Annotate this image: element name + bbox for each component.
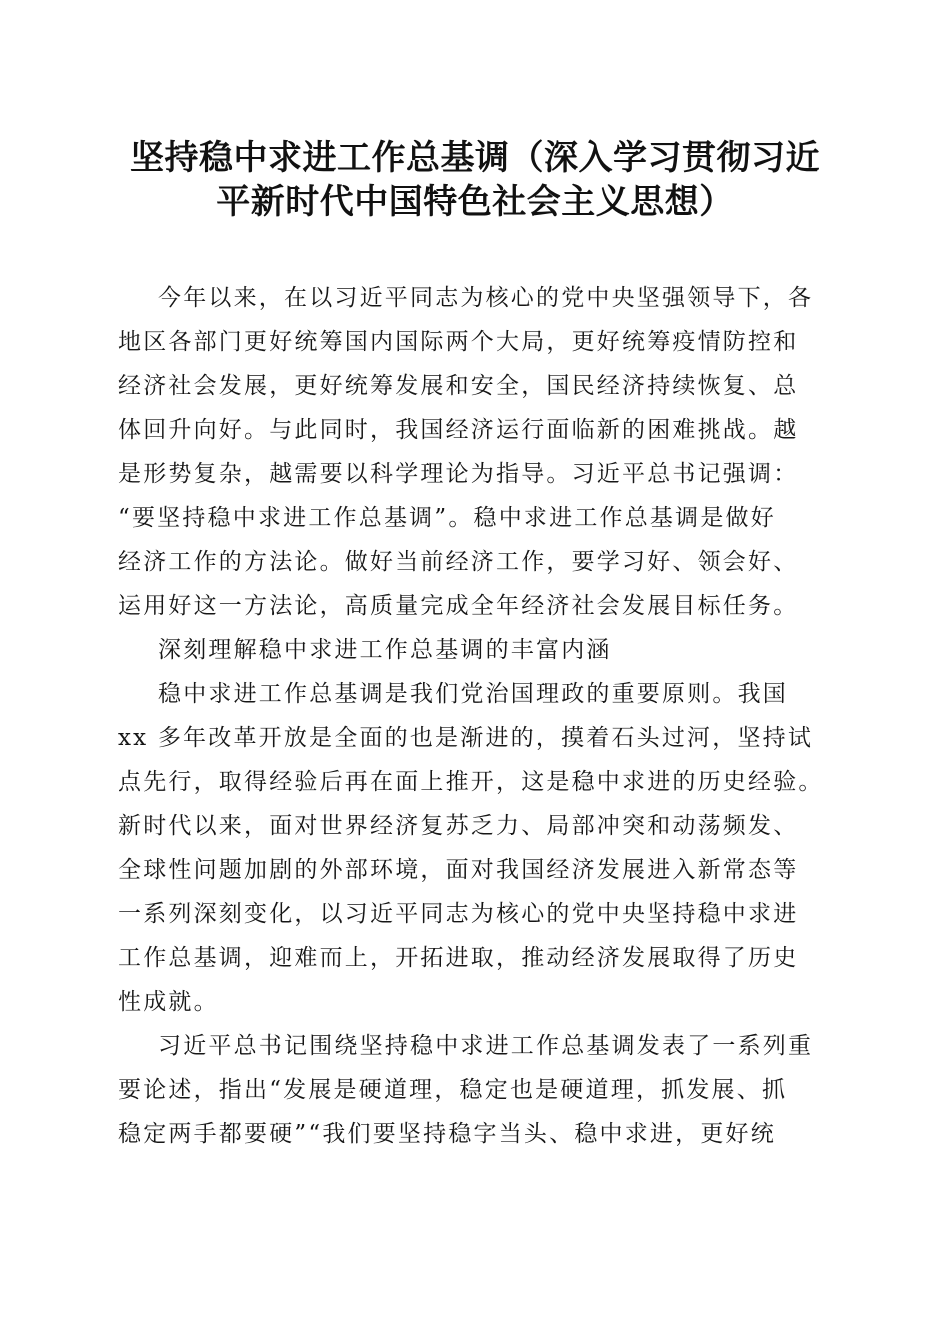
paragraph-line: 稳定两手都要硬”“我们要坚持稳字当头、稳中求进，更好统 bbox=[118, 1121, 776, 1147]
paragraph-line: 是形势复杂，越需要以科学理论为指导。习近平总书记强调： bbox=[118, 461, 799, 487]
document-body bbox=[118, 276, 838, 1156]
paragraph-line: 性成就。 bbox=[118, 989, 219, 1015]
paragraph-line: 稳中求进工作总基调是我们党治国理政的重要原则。我国 bbox=[158, 681, 788, 707]
paragraph-line: 习近平总书记围绕坚持稳中求进工作总基调发表了一系列重 bbox=[158, 1033, 814, 1059]
paragraph-line: 今年以来，在以习近平同志为核心的党中央坚强领导下，各 bbox=[158, 285, 814, 311]
paragraph-line: 一系列深刻变化，以习近平同志为核心的党中央坚持稳中求进 bbox=[118, 901, 799, 927]
paragraph-line: 新时代以来，面对世界经济复苏乏力、局部冲突和动荡频发、 bbox=[118, 813, 799, 839]
paragraph-line: 工作总基调，迎难而上，开拓进取，推动经济发展取得了历史 bbox=[118, 945, 799, 971]
document-title bbox=[80, 136, 870, 224]
paragraph-line: xx 多年改革开放是全面的也是渐进的，摸着石头过河，坚持试 bbox=[118, 725, 814, 751]
paragraph-line: 经济工作的方法论。做好当前经济工作，要学习好、领会好、 bbox=[118, 549, 799, 575]
title-line: 平新时代中国特色社会主义思想） bbox=[216, 182, 734, 222]
paragraph-line: 运用好这一方法论，高质量完成全年经济社会发展目标任务。 bbox=[118, 593, 799, 619]
paragraph-line: 经济社会发展，更好统筹发展和安全，国民经济持续恢复、总 bbox=[118, 373, 799, 399]
paragraph-line: 要论述，指出“发展是硬道理，稳定也是硬道理，抓发展、抓 bbox=[118, 1077, 788, 1103]
paragraph-line: 体回升向好。与此同时，我国经济运行面临新的困难挑战。越 bbox=[118, 417, 799, 443]
section-heading: 深刻理解稳中求进工作总基调的丰富内涵 bbox=[158, 637, 612, 663]
title-line: 坚持稳中求进工作总基调（深入学习贯彻习近 bbox=[130, 138, 820, 178]
paragraph-line: “要坚持稳中求进工作总基调”。稳中求进工作总基调是做好 bbox=[118, 505, 776, 531]
paragraph-line: 全球性问题加剧的外部环境，面对我国经济发展进入新常态等 bbox=[118, 857, 799, 883]
paragraph-line: 点先行，取得经验后再在面上推开，这是稳中求进的历史经验。 bbox=[118, 769, 824, 795]
paragraph-line: 地区各部门更好统筹国内国际两个大局，更好统筹疫情防控和 bbox=[118, 329, 799, 355]
